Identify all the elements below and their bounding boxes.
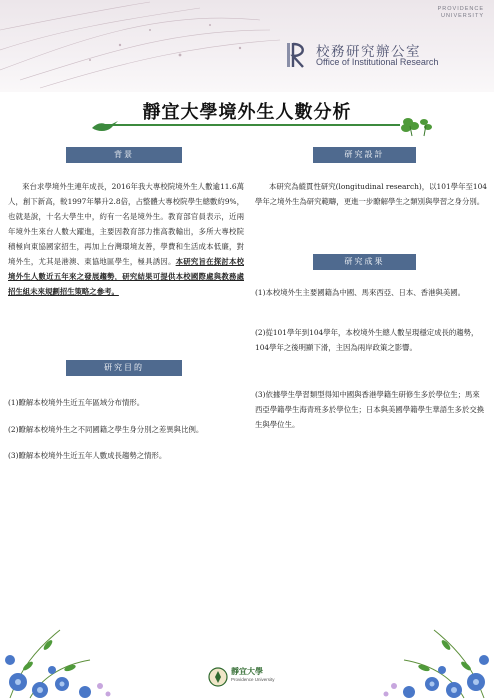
office-name-zh: 校務研究辦公室 [316, 44, 421, 60]
purpose-item-1: (1)瞭解本校境外生近五年區域分布情形。 [8, 398, 145, 407]
section-label-purpose: 研究目的 [66, 360, 182, 376]
section-label-background: 背景 [66, 147, 182, 163]
footer-logo-zh: 靜宜大學 [231, 666, 263, 676]
results-item-3: (3)依據學生學習類型得知中國與香港學籍生研修生多於學位生；馬來西亞學籍學生海青班多於學位生；日本與美國學籍學生華語生多於交換生與學位生。 [255, 390, 485, 429]
section-label-results: 研究成果 [313, 254, 416, 270]
header-band [0, 0, 494, 92]
design-paragraph [255, 179, 487, 209]
results-item-1: (1)本校境外生主要國籍為中國、馬來西亞、日本、香港與美國。 [255, 288, 466, 297]
purpose-item-2: (2)瞭解本校境外生之不同國籍之學生身分別之差異與比例。 [8, 425, 204, 434]
title-rule [100, 124, 400, 126]
background-text: 來台求學境外生連年成長，2016年我大專校院境外生人數逾11.6萬人，創下新高，較1997年攀升2.8倍，占整體大專校院學生總數約9%，也就是說，十名大學生中，約有一名是境外生。教育部官員表示，近兩年境外生來台人數大躍進，主要因教育部力推高教輸出，多所大專校院積極向東協國家招生，再加上台灣環境友善，學費和生活成本低廉，對境外生，尤其是港澳、東協地區學生，極具誘因。 [8, 182, 244, 266]
university-line-1: PROVIDENCE [437, 6, 484, 12]
background-paragraph [8, 179, 244, 299]
office-logo-icon [286, 42, 308, 68]
purpose-item-3: (3)瞭解本校境外生近五年人數成長趨勢之情形。 [8, 451, 167, 460]
background-emphasis: 本研究旨在探討本校境外生人數近五年來之發展趨勢，研究結果可提供本校國際處與教務處招生組未來規劃招生策略之參考。 [8, 257, 244, 296]
university-line-2: UNIVERSITY [440, 13, 484, 19]
section-label-design: 研究設計 [313, 147, 416, 163]
flower-decoration-right [364, 590, 494, 700]
university-wordmark [438, 6, 484, 20]
results-item-2: (2)從101學年到104學年，本校境外生總人數呈現穩定成長的趨勢，104學年之後明顯下滑，主因為兩岸政策之影響。 [255, 328, 479, 352]
design-text: 本研究為縱貫性研究(longitudinal research)，以101學年至104學年之境外生為研究範疇，更進一步瞭解學生之類別與學習之身分別。 [255, 182, 487, 206]
flower-decoration-left [0, 590, 130, 700]
page-title: 靜宜大學境外生人數分析 [142, 102, 352, 123]
footer-university-logo [208, 666, 288, 692]
office-name-en: Office of Institutional Research [316, 57, 439, 67]
university-seal-icon [208, 667, 228, 687]
footer-logo-en: Providence University [231, 677, 275, 682]
